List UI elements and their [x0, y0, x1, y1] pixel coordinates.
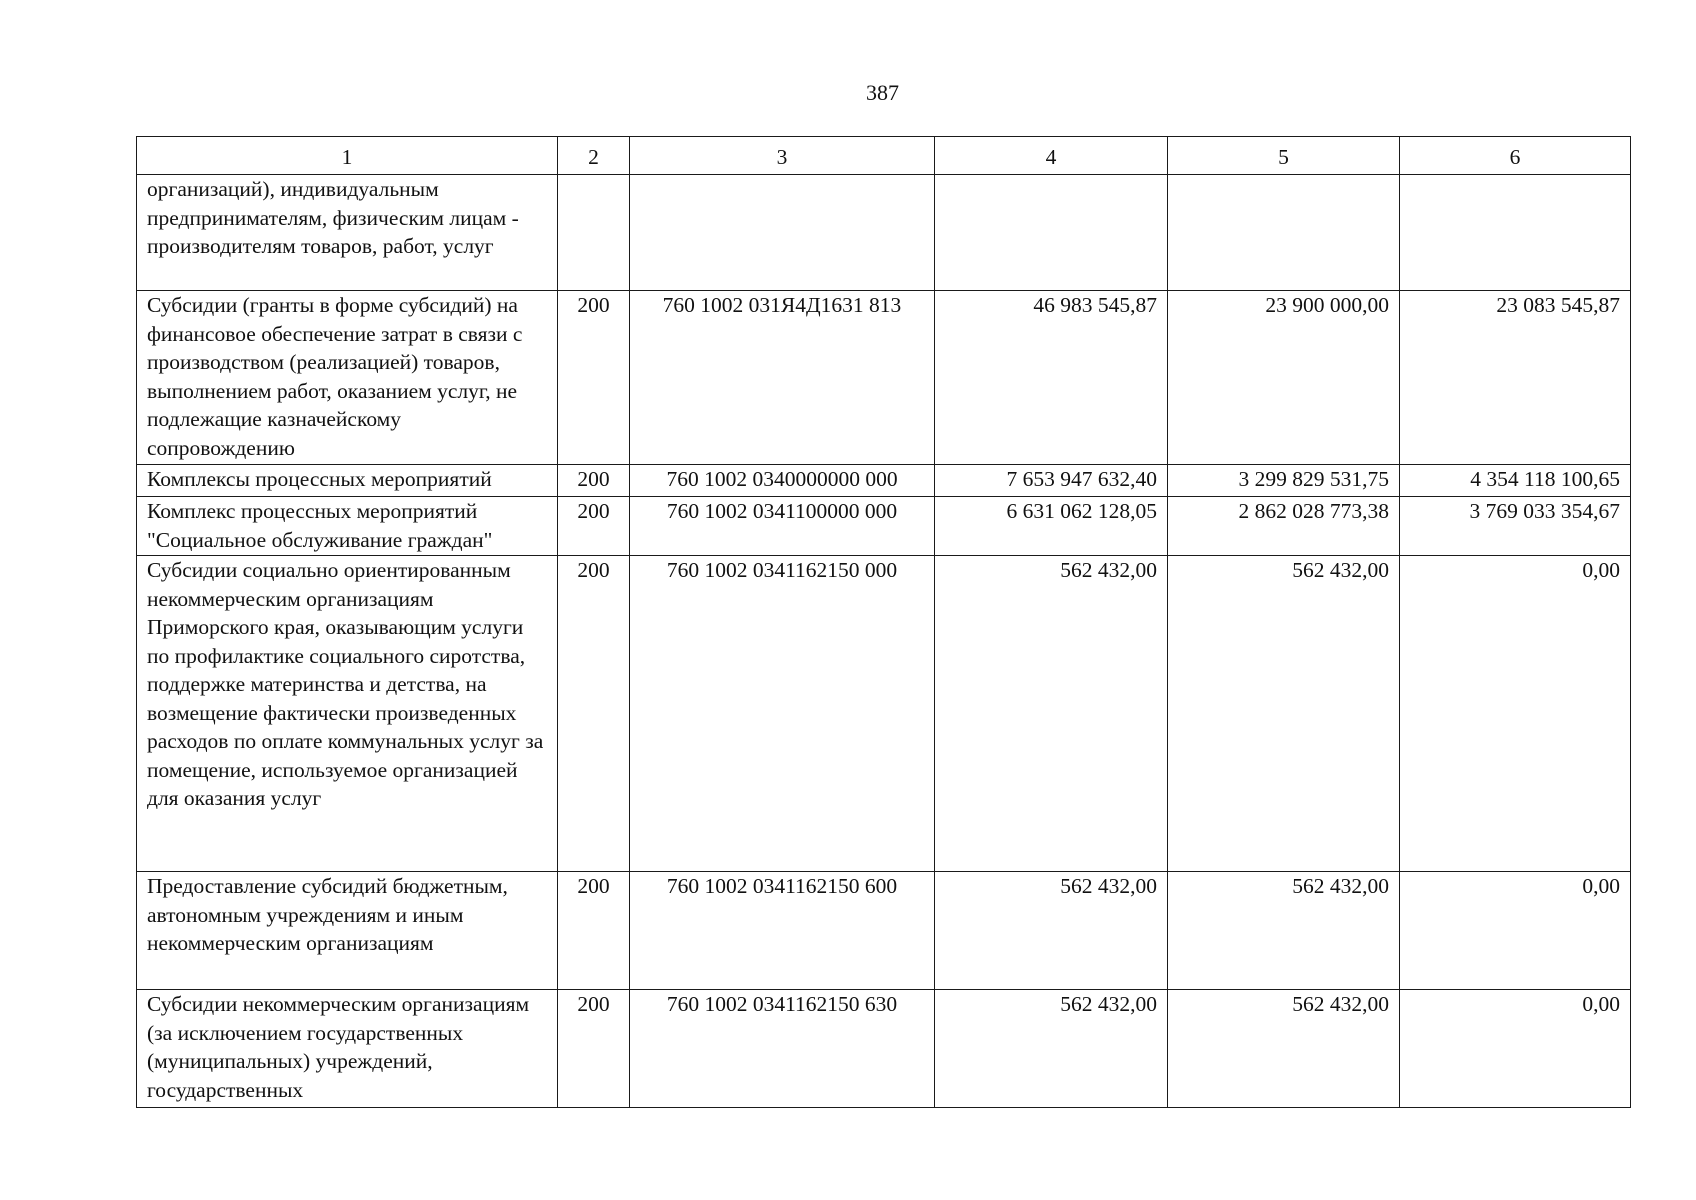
- budget-classification-code: 760 1002 0341162150 000: [630, 556, 935, 872]
- row-name: Субсидии (гранты в форме субсидий) на финансовое обеспечение затрат в связи с производством (реализацией) товаров, выполнением работ, оказанием услуг, не подлежащие казначейскому сопровождению: [137, 291, 558, 465]
- row-name: Предоставление субсидий бюджетным, автономным учреждениям и иным некоммерческим организациям: [137, 872, 558, 990]
- row-name: Комплекс процессных мероприятий "Социальное обслуживание граждан": [137, 497, 558, 556]
- column-number-1: 1: [137, 137, 558, 175]
- amount-col-5: [1168, 175, 1400, 291]
- amount-col-4: 6 631 062 128,05: [935, 497, 1168, 556]
- row-name: организаций), индивидуальным предпринимателям, физическим лицам - производителям товаров, работ, услуг: [137, 175, 558, 291]
- row-code: 200: [558, 497, 630, 556]
- amount-col-5: 562 432,00: [1168, 990, 1400, 1108]
- row-code: 200: [558, 556, 630, 872]
- amount-col-6: 0,00: [1400, 872, 1631, 990]
- amount-col-6: 3 769 033 354,67: [1400, 497, 1631, 556]
- row-code: 200: [558, 291, 630, 465]
- amount-col-5: 2 862 028 773,38: [1168, 497, 1400, 556]
- column-number-row: [137, 137, 1631, 175]
- amount-col-6: 0,00: [1400, 990, 1631, 1108]
- row-code: [558, 175, 630, 291]
- amount-col-4: [935, 175, 1168, 291]
- amount-col-4: 7 653 947 632,40: [935, 465, 1168, 497]
- amount-col-5: 23 900 000,00: [1168, 291, 1400, 465]
- amount-col-5: 3 299 829 531,75: [1168, 465, 1400, 497]
- row-code: 200: [558, 465, 630, 497]
- amount-col-5: 562 432,00: [1168, 872, 1400, 990]
- budget-classification-code: 760 1002 0340000000 000: [630, 465, 935, 497]
- amount-col-4: 562 432,00: [935, 872, 1168, 990]
- budget-classification-code: 760 1002 031Я4Д1631 813: [630, 291, 935, 465]
- amount-col-5: 562 432,00: [1168, 556, 1400, 872]
- amount-col-6: 0,00: [1400, 556, 1631, 872]
- table-row: [137, 990, 1631, 1108]
- budget-classification-code: 760 1002 0341162150 630: [630, 990, 935, 1108]
- amount-col-6: [1400, 175, 1631, 291]
- budget-classification-code: [630, 175, 935, 291]
- budget-classification-code: 760 1002 0341162150 600: [630, 872, 935, 990]
- column-number-6: 6: [1400, 137, 1631, 175]
- amount-col-4: 562 432,00: [935, 990, 1168, 1108]
- amount-col-6: 4 354 118 100,65: [1400, 465, 1631, 497]
- table-row: [137, 175, 1631, 291]
- table-row: [137, 291, 1631, 465]
- table-row: [137, 872, 1631, 990]
- budget-table: [136, 136, 1631, 1108]
- table-row: [137, 497, 1631, 556]
- amount-col-6: 23 083 545,87: [1400, 291, 1631, 465]
- budget-classification-code: 760 1002 0341100000 000: [630, 497, 935, 556]
- column-number-3: 3: [630, 137, 935, 175]
- page-number: 387: [866, 80, 899, 105]
- row-code: 200: [558, 872, 630, 990]
- column-number-4: 4: [935, 137, 1168, 175]
- row-name: Комплексы процессных мероприятий: [137, 465, 558, 497]
- table-row: [137, 465, 1631, 497]
- amount-col-4: 562 432,00: [935, 556, 1168, 872]
- row-name: Субсидии некоммерческим организациям (за исключением государственных (муниципальных) учреждений, государственных: [137, 990, 558, 1108]
- table-row: [137, 556, 1631, 872]
- row-name: Субсидии социально ориентированным некоммерческим организациям Приморского края, оказывающим услуги по профилактике социального сиротства, поддержке материнства и детства, на возмещение фактически произведенных расходов по оплате коммунальных услуг за помещение, используемое организацией для оказания услуг: [137, 556, 558, 872]
- amount-col-4: 46 983 545,87: [935, 291, 1168, 465]
- column-number-5: 5: [1168, 137, 1400, 175]
- row-code: 200: [558, 990, 630, 1108]
- column-number-2: 2: [558, 137, 630, 175]
